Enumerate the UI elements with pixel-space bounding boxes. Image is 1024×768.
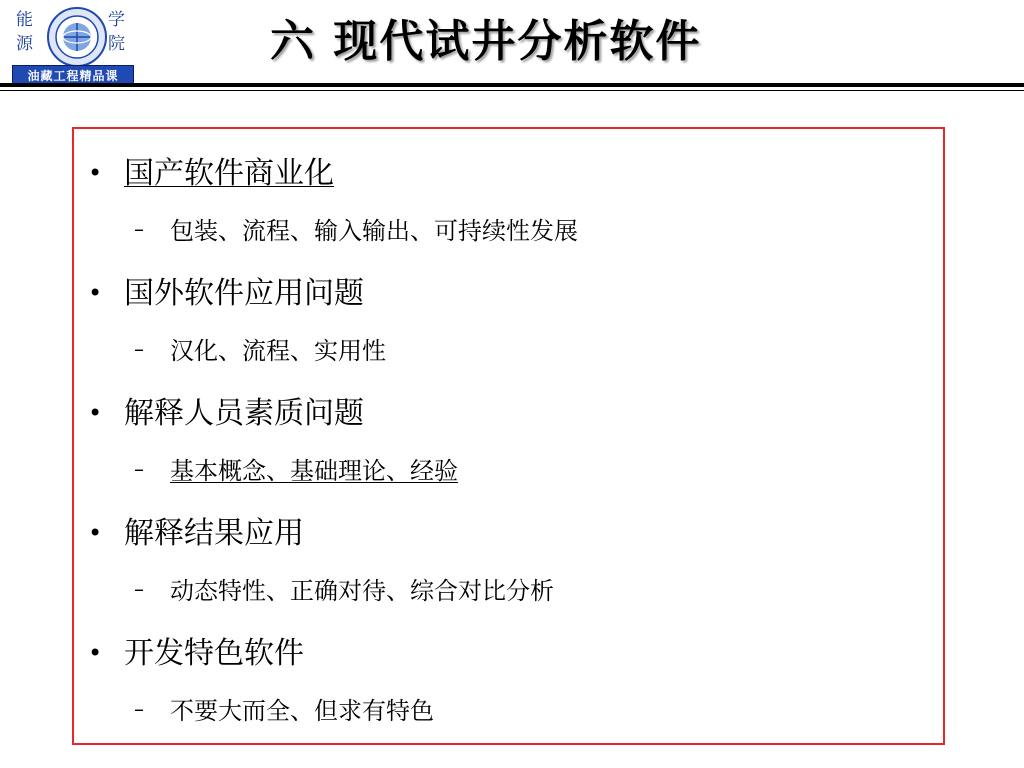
- logo-char-top-left: 能: [16, 10, 33, 30]
- logo-char-bottom-right: 院: [108, 34, 125, 54]
- bullet-text: 解释结果应用: [124, 516, 304, 551]
- course-banner: 油藏工程精品课: [12, 65, 134, 85]
- bullet-marker: •: [88, 279, 103, 307]
- bullet-marker: •: [88, 399, 103, 427]
- university-emblem-icon: [46, 6, 108, 68]
- bullet-marker: •: [88, 639, 103, 667]
- sub-bullet-item: [134, 699, 434, 723]
- bullet-item: [88, 516, 304, 551]
- sub-bullet-item: [134, 339, 386, 363]
- bullet-item: [88, 156, 334, 191]
- sub-bullet-item: [134, 579, 554, 603]
- bullet-text: 国外软件应用问题: [124, 276, 364, 311]
- sub-bullet-text: 包装、流程、输入输出、可持续性发展: [170, 217, 578, 245]
- dash-marker: –: [134, 217, 144, 241]
- sub-bullet-text: 不要大而全、但求有特色: [170, 697, 434, 725]
- bullet-item: [88, 396, 364, 431]
- logo-char-top-right: 学: [108, 10, 125, 30]
- sub-bullet-text: 基本概念、基础理论、经验: [170, 457, 458, 485]
- bullet-text: 开发特色软件: [124, 636, 304, 671]
- bullet-item: [88, 276, 364, 311]
- dash-marker: –: [134, 697, 144, 721]
- slide-title: 六 现代试井分析软件: [270, 16, 702, 67]
- sub-bullet-item: [134, 459, 458, 483]
- dash-marker: –: [134, 577, 144, 601]
- sub-bullet-item: [134, 219, 578, 243]
- logo-char-bottom-left: 源: [16, 34, 33, 54]
- header-rule-thin: [0, 90, 1024, 91]
- sub-bullet-text: 汉化、流程、实用性: [170, 337, 386, 365]
- dash-marker: –: [134, 457, 144, 481]
- bullet-item: [88, 636, 304, 671]
- dash-marker: –: [134, 337, 144, 361]
- bullet-text: 国产软件商业化: [124, 156, 334, 191]
- bullet-marker: •: [88, 159, 103, 187]
- bullet-text: 解释人员素质问题: [124, 396, 364, 431]
- content-frame: [72, 127, 945, 745]
- sub-bullet-text: 动态特性、正确对待、综合对比分析: [170, 577, 554, 605]
- college-logo: [12, 6, 134, 84]
- header-rule-thick: [0, 83, 1024, 87]
- bullet-marker: •: [88, 519, 103, 547]
